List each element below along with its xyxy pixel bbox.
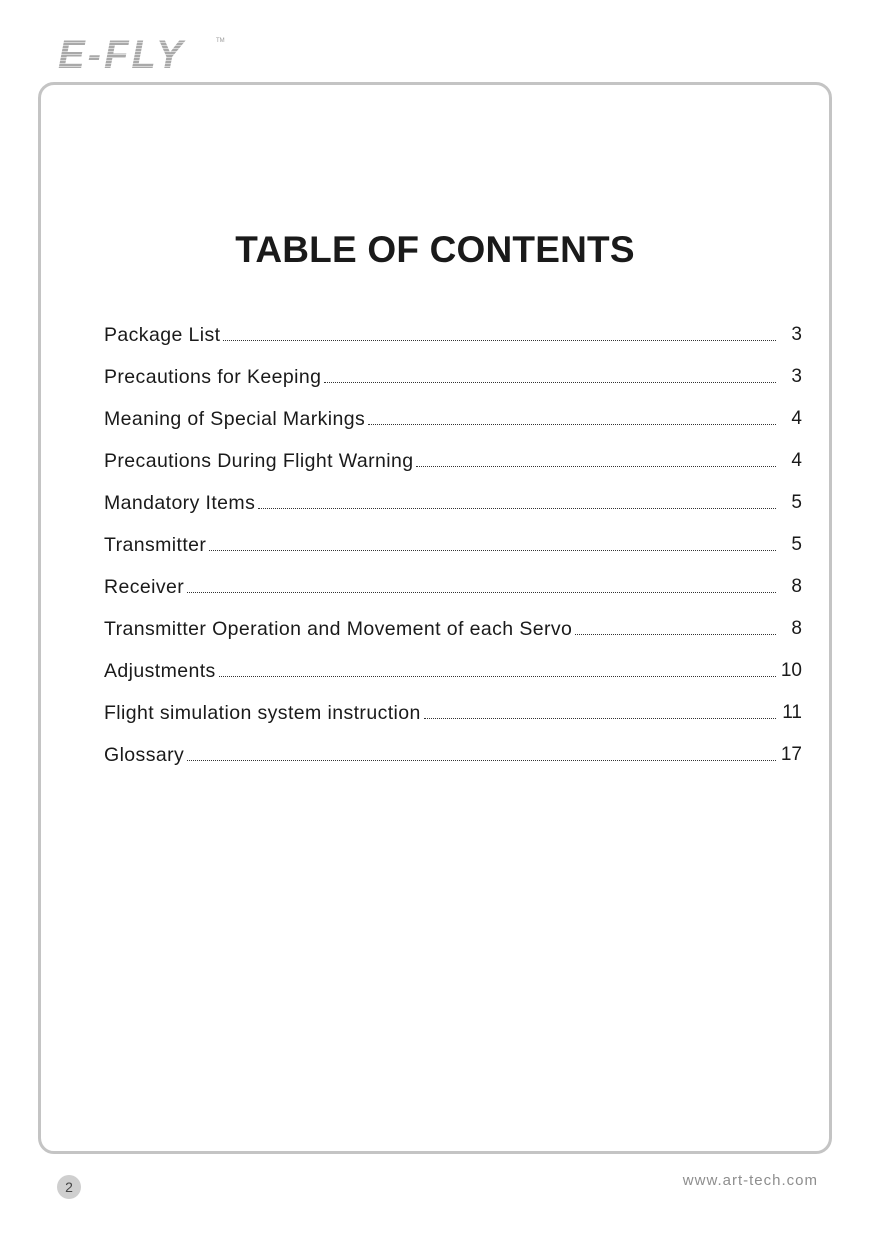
toc-leader-dots xyxy=(575,634,776,635)
brand-logo xyxy=(56,34,232,74)
svg-text:TM: TM xyxy=(216,38,225,44)
toc-leader-dots xyxy=(223,340,776,341)
toc-leader-dots xyxy=(324,382,776,383)
website-link[interactable]: www.art-tech.com xyxy=(682,1172,818,1189)
toc-entry-flight-simulation[interactable] xyxy=(104,700,802,742)
toc-entry-page: 4 xyxy=(791,408,802,429)
toc-entry-label: Meaning of Special Markings xyxy=(104,408,366,430)
toc-entry-label: Adjustments xyxy=(104,660,216,682)
toc-entry-label: Glossary xyxy=(104,744,185,766)
toc-entry-mandatory-items[interactable] xyxy=(104,490,802,532)
toc-entry-page: 4 xyxy=(791,450,802,471)
toc-entry-glossary[interactable] xyxy=(104,742,802,784)
table-of-contents xyxy=(104,322,802,784)
toc-entry-page: 5 xyxy=(791,534,802,555)
toc-leader-dots xyxy=(219,676,776,677)
toc-entry-page: 8 xyxy=(791,576,802,597)
toc-leader-dots xyxy=(424,718,776,719)
toc-leader-dots xyxy=(416,466,776,467)
toc-entry-page: 3 xyxy=(791,324,802,345)
toc-entry-page: 10 xyxy=(780,660,802,681)
page-number-badge: 2 xyxy=(57,1175,81,1199)
toc-entry-page: 5 xyxy=(791,492,802,513)
toc-entry-label: Receiver xyxy=(104,576,185,598)
e-fly-logo-icon xyxy=(56,34,232,74)
toc-entry-page: 17 xyxy=(780,744,802,765)
toc-entry-meaning-of-special-markings[interactable] xyxy=(104,406,802,448)
toc-entry-page: 3 xyxy=(791,366,802,387)
toc-entry-adjustments[interactable] xyxy=(104,658,802,700)
toc-leader-dots xyxy=(258,508,776,509)
toc-entry-receiver[interactable] xyxy=(104,574,802,616)
toc-leader-dots xyxy=(187,760,776,761)
toc-leader-dots xyxy=(209,550,776,551)
toc-leader-dots xyxy=(187,592,776,593)
toc-entry-label: Mandatory Items xyxy=(104,492,256,514)
toc-entry-label: Precautions for Keeping xyxy=(104,366,322,388)
svg-text:E-FLY: E-FLY xyxy=(58,34,186,74)
toc-entry-label: Package List xyxy=(104,324,221,346)
toc-leader-dots xyxy=(368,424,776,425)
toc-entry-page: 8 xyxy=(791,618,802,639)
toc-entry-package-list[interactable] xyxy=(104,322,802,364)
toc-entry-precautions-for-keeping[interactable] xyxy=(104,364,802,406)
toc-entry-label: Transmitter Operation and Movement of each Servo xyxy=(104,618,573,640)
toc-entry-label: Flight simulation system instruction xyxy=(104,702,421,724)
toc-entry-transmitter[interactable] xyxy=(104,532,802,574)
toc-entry-page: 11 xyxy=(782,702,802,723)
toc-entry-precautions-during-flight-warning[interactable] xyxy=(104,448,802,490)
page-title: TABLE OF CONTENTS xyxy=(235,229,635,270)
toc-entry-transmitter-operation[interactable] xyxy=(104,616,802,658)
toc-entry-label: Transmitter xyxy=(104,534,207,556)
toc-entry-label: Precautions During Flight Warning xyxy=(104,450,414,472)
